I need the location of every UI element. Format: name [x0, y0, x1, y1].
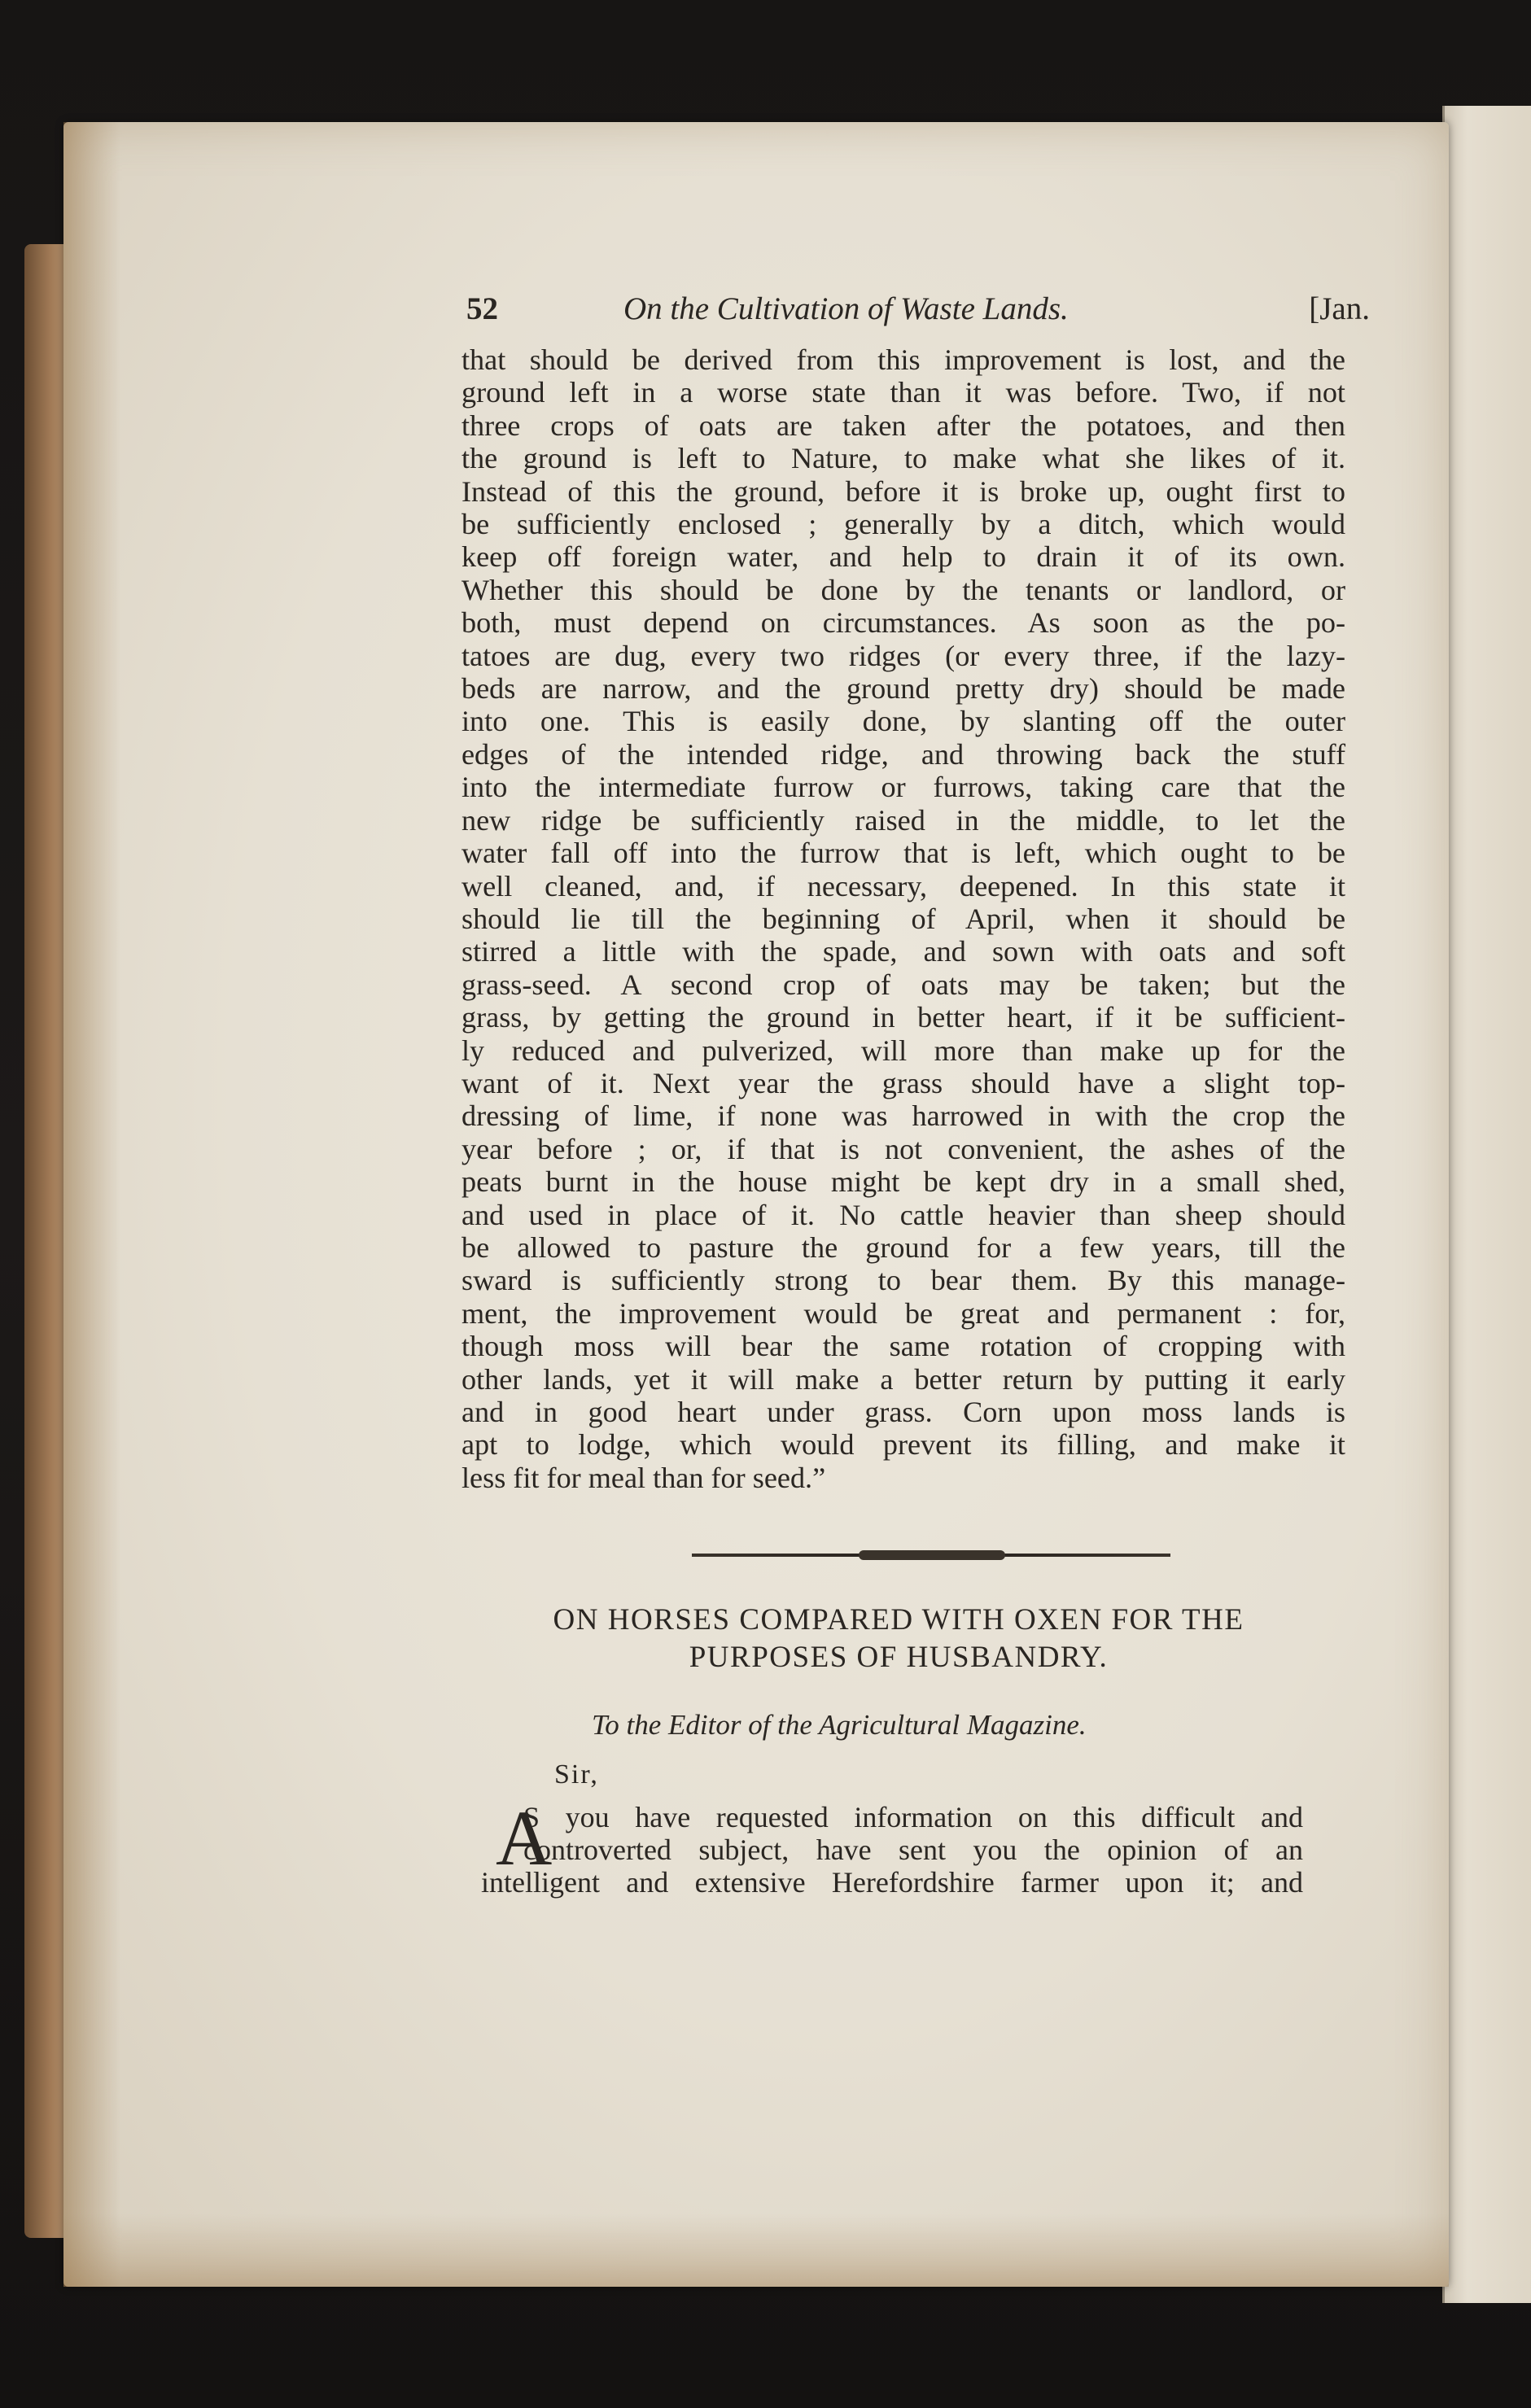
text-line: grass-seed. A second crop of oats may be taken; but the	[461, 968, 1345, 1001]
text-line: year before ; or, if that is not convenient, the ashes of the	[461, 1132, 1345, 1165]
text-line: both, must depend on circumstances. As soon as the po-	[461, 606, 1345, 640]
text-line: ground left in a worse state than it was before. Two, if not	[461, 376, 1345, 409]
next-page-edge	[1442, 106, 1531, 2303]
text-line: should lie till the beginning of April, when it should be	[461, 902, 1345, 935]
text-line: that should be derived from this improvement is lost, and the	[461, 343, 1345, 376]
text-line: other lands, yet it will make a better return by putting it early	[461, 1362, 1345, 1396]
body-text	[418, 343, 1380, 1494]
text-line: the ground is left to Nature, to make what she likes of it.	[461, 442, 1345, 475]
to-editor-line: To the Editor of the Agricultural Magazine.	[592, 1709, 1087, 1742]
text-line: beds are narrow, and the ground pretty dry) should be made	[461, 672, 1345, 706]
divider-rule	[692, 1554, 1170, 1557]
text-line: though moss will bear the same rotation of cropping with	[461, 1330, 1345, 1363]
text-line: keep off foreign water, and help to drain it of its own.	[461, 540, 1345, 574]
text-line: be allowed to pasture the ground for a few years, till the	[461, 1230, 1345, 1264]
text-line: and in good heart under grass. Corn upon moss lands is	[461, 1396, 1345, 1428]
text-line: be sufficiently enclosed ; generally by a ditch, which would	[461, 508, 1345, 541]
paragraph-line: S you have requested information on this difficult and	[523, 1801, 1303, 1834]
text-block	[418, 285, 1380, 1899]
text-line: Instead of this the ground, before it is broke up, ought first to	[461, 474, 1345, 508]
text-line: tatoes are dug, every two ridges (or every three, if the lazy-	[461, 639, 1345, 672]
heading-line-1: ON HORSES COMPARED WITH OXEN FOR THE	[553, 1603, 1244, 1637]
text-line: peats burnt in the house might be kept dry in a small shed,	[461, 1165, 1345, 1199]
text-line: new ridge be sufficiently raised in the middle, to let the	[461, 803, 1345, 837]
running-header	[418, 285, 1380, 334]
text-line: grass, by getting the ground in better heart, if it be sufficient-	[461, 1001, 1345, 1034]
article-heading	[418, 1602, 1380, 1676]
text-line: apt to lodge, which would prevent its filling, and make it	[461, 1428, 1345, 1462]
running-month: [Jan.	[1309, 291, 1370, 326]
text-line: ly reduced and pulverized, will more than make up for the	[461, 1034, 1345, 1067]
text-line: stirred a little with the spade, and sown with oats and soft	[461, 935, 1345, 968]
text-line: into the intermediate furrow or furrows, taking care that the	[461, 771, 1345, 804]
running-title: On the Cultivation of Waste Lands.	[623, 291, 1069, 326]
text-line: into one. This is easily done, by slanting off the outer	[461, 705, 1345, 738]
page-number: 52	[466, 291, 498, 326]
text-line: well cleaned, and, if necessary, deepened. In this state it	[461, 869, 1345, 902]
text-line: three crops of oats are taken after the potatoes, and then	[461, 409, 1345, 442]
text-line: less fit for meal than for seed.”	[461, 1461, 826, 1494]
text-line: ment, the improvement would be great and permanent : for,	[461, 1296, 1345, 1330]
text-line: and used in place of it. No cattle heavier than sheep should	[461, 1198, 1345, 1231]
text-line: want of it. Next year the grass should have a slight top-	[461, 1066, 1345, 1099]
text-line: edges of the intended ridge, and throwing back the stuff	[461, 737, 1345, 771]
heading-line-2: PURPOSES OF HUSBANDRY.	[689, 1641, 1109, 1675]
paragraph-line: controverted subject, have sent you the opinion of an	[523, 1833, 1303, 1867]
book-page	[63, 122, 1449, 2287]
text-line: water fall off into the furrow that is left, which ought to be	[461, 837, 1345, 870]
drop-cap: A	[496, 1794, 553, 1882]
text-line: sward is sufficiently strong to bear them. By this manage-	[461, 1264, 1345, 1297]
paragraph-line: intelligent and extensive Herefordshire farmer upon it; and	[481, 1866, 1303, 1899]
text-line: Whether this should be done by the tenants or landlord, or	[461, 573, 1345, 606]
text-line: dressing of lime, if none was harrowed in with the crop the	[461, 1099, 1345, 1133]
opening-paragraph	[418, 1794, 1380, 1899]
section-divider	[418, 1545, 1380, 1569]
salutation: Sir,	[554, 1759, 599, 1790]
